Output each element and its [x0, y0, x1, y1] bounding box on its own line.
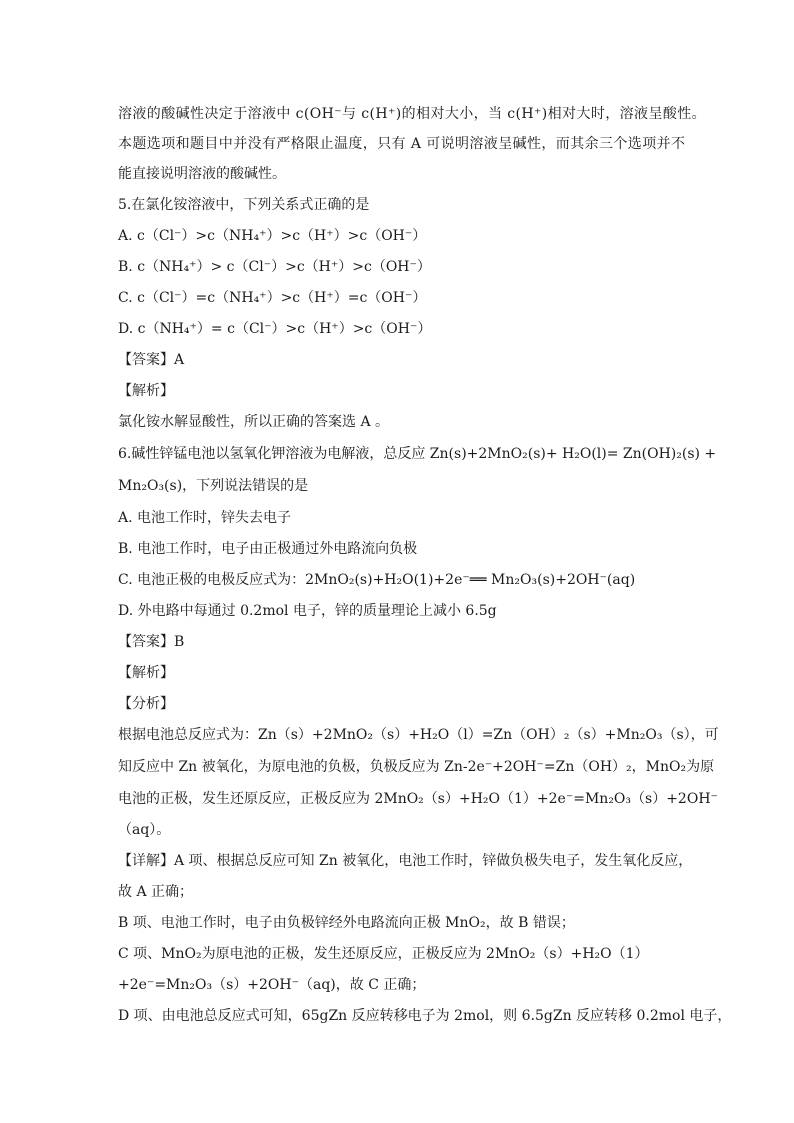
text-line-3: 能直接说明溶液的酸碱性。 — [118, 166, 286, 182]
detail-text-5: +2e⁻=Mn₂O₃（s）+2OH⁻（aq)，故 C 正确； — [118, 977, 426, 993]
breakdown-text-4: （aq）。 — [118, 822, 171, 838]
text-line-1: 溶液的酸碱性决定于溶液中 c(OH⁻与 c(H⁺)的相对大小，当 c(H⁺)相对大时，溶液呈酸性。 — [118, 106, 707, 122]
analysis-label-6: 【解析】 — [118, 665, 174, 681]
analysis-text-5: 氯化铵水解显酸性，所以正确的答案选 A 。 — [118, 414, 390, 430]
question-5-option-b: B. c（NH₄⁺）> c（Cl⁻）>c（H⁺）>c（OH⁻） — [118, 259, 431, 275]
question-6-option-b: B. 电池工作时，电子由正极通过外电路流向负极 — [118, 541, 418, 557]
detail-text-6: D 项、由电池总反应式可知，65gZn 反应转移电子为 2mol，则 6.5gZn 反应转移 0.2mol 电子， — [118, 1008, 732, 1024]
question-6-option-c: C. 电池正极的电极反应式为：2MnO₂(s)+H₂O(1)+2e⁻══ Mn₂O₃(s)+2OH⁻(aq) — [118, 572, 636, 588]
breakdown-text-1: 根据电池总反应式为：Zn（s）+2MnO₂（s）+H₂O（l）=Zn（OH）₂（s）+Mn₂O₃（s），可 — [118, 727, 719, 743]
answer-label-6: 【答案】B — [118, 634, 185, 650]
breakdown-text-3: 电池的正极，发生还原反应，正极反应为 2MnO₂（s）+H₂O（1）+2e⁻=Mn₂O₃（s）+2OH⁻ — [118, 791, 718, 807]
question-5-option-c: C. c（Cl⁻）=c（NH₄⁺）>c（H⁺）=c（OH⁻） — [118, 290, 427, 306]
question-5-stem: 5.在氯化铵溶液中，下列关系式正确的是 — [118, 197, 370, 213]
detail-text-1: 【详解】A 项、根据总反应可知 Zn 被氧化，电池工作时，锌做负极失电子，发生氧化反应， — [118, 853, 693, 869]
analysis-label-5: 【解析】 — [118, 383, 174, 399]
question-6-stem-1: 6.碱性锌锰电池以氢氧化钾溶液为电解液，总反应 Zn(s)+2MnO₂(s)+ H₂O(l)= Zn(OH)₂(s) + — [118, 446, 717, 462]
question-5-option-a: A. c（Cl⁻）>c（NH₄⁺）>c（H⁺）>c（OH⁻） — [118, 228, 427, 244]
answer-label-5: 【答案】A — [118, 352, 185, 368]
question-5-option-d: D. c（NH₄⁺）= c（Cl⁻）>c（H⁺）>c（OH⁻） — [118, 321, 432, 337]
question-6-option-d: D. 外电路中每通过 0.2mol 电子，锌的质量理论上减小 6.5g — [118, 603, 497, 619]
question-6-stem-2: Mn₂O₃(s)，下列说法错误的是 — [118, 478, 309, 494]
breakdown-label-6: 【分析】 — [118, 696, 174, 712]
detail-text-2: 故 A 正确； — [118, 884, 194, 900]
detail-text-4: C 项、MnO₂为原电池的正极，发生还原反应，正极反应为 2MnO₂（s）+H₂O（1） — [118, 946, 649, 962]
text-line-2: 本题选项和题目中并没有严格限止温度，只有 A 可说明溶液呈碱性，而其余三个选项并不 — [118, 136, 686, 152]
question-6-option-a: A. 电池工作时，锌失去电子 — [118, 510, 292, 526]
breakdown-text-2: 知反应中 Zn 被氧化，为原电池的负极，负极反应为 Zn-2e⁻+2OH⁻=Zn（OH）₂，MnO₂为原 — [118, 759, 715, 775]
detail-text-3: B 项、电池工作时，电子由负极锌经外电路流向正极 MnO₂，故 B 错误； — [118, 915, 575, 931]
